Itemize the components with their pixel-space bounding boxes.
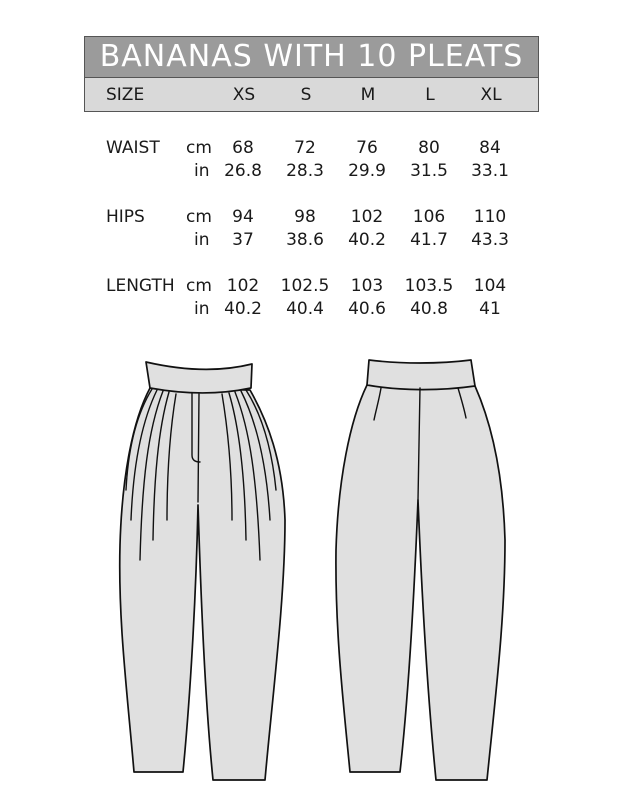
size-s-header: S — [300, 85, 312, 105]
waist-cm-l: 80 — [418, 138, 440, 158]
hips-cm-l: 106 — [412, 207, 446, 227]
waist-cm-m: 76 — [356, 138, 378, 158]
waist-in-s: 28.3 — [286, 161, 324, 181]
waist-in-m: 29.9 — [348, 161, 386, 181]
hips-cm-unit: cm — [186, 207, 212, 227]
length-in-xs: 40.2 — [224, 299, 262, 319]
hips-cm-m: 102 — [350, 207, 384, 227]
size-xl-header: XL — [480, 85, 502, 105]
length-cm-m: 103 — [350, 276, 384, 296]
length-in-unit: in — [194, 299, 210, 319]
waist-cm-xl: 84 — [479, 138, 501, 158]
hips-in-unit: in — [194, 230, 210, 250]
length-in-s: 40.4 — [286, 299, 324, 319]
size-xs-header: XS — [232, 85, 256, 105]
size-l-header: L — [425, 85, 435, 105]
hips-in-m: 40.2 — [348, 230, 386, 250]
trousers-front-drawing — [120, 362, 285, 780]
hips-label: HIPS — [106, 207, 145, 227]
length-label: LENGTH — [106, 276, 175, 296]
length-in-l: 40.8 — [410, 299, 448, 319]
waist-label: WAIST — [106, 138, 160, 158]
length-in-xl: 41 — [479, 299, 501, 319]
hips-in-l: 41.7 — [410, 230, 448, 250]
length-cm-s: 102.5 — [280, 276, 330, 296]
waist-in-xs: 26.8 — [224, 161, 262, 181]
chart-title: BANANAS WITH 10 PLEATS — [84, 36, 539, 78]
length-cm-xl: 104 — [473, 276, 507, 296]
length-cm-unit: cm — [186, 276, 212, 296]
hips-in-xs: 37 — [232, 230, 254, 250]
length-cm-xs: 102 — [226, 276, 260, 296]
waist-cm-unit: cm — [186, 138, 212, 158]
size-m-header: M — [360, 85, 376, 105]
waist-in-unit: in — [194, 161, 210, 181]
trousers-back-drawing — [336, 360, 505, 780]
hips-cm-xl: 110 — [473, 207, 507, 227]
hips-cm-xs: 94 — [232, 207, 254, 227]
length-cm-l: 103.5 — [404, 276, 454, 296]
waist-cm-xs: 68 — [232, 138, 254, 158]
hips-in-s: 38.6 — [286, 230, 324, 250]
hips-in-xl: 43.3 — [471, 230, 509, 250]
length-in-m: 40.6 — [348, 299, 386, 319]
waist-in-l: 31.5 — [410, 161, 448, 181]
size-header-label: SIZE — [106, 85, 145, 105]
waist-in-xl: 33.1 — [471, 161, 509, 181]
hips-cm-s: 98 — [294, 207, 316, 227]
waist-cm-s: 72 — [294, 138, 316, 158]
